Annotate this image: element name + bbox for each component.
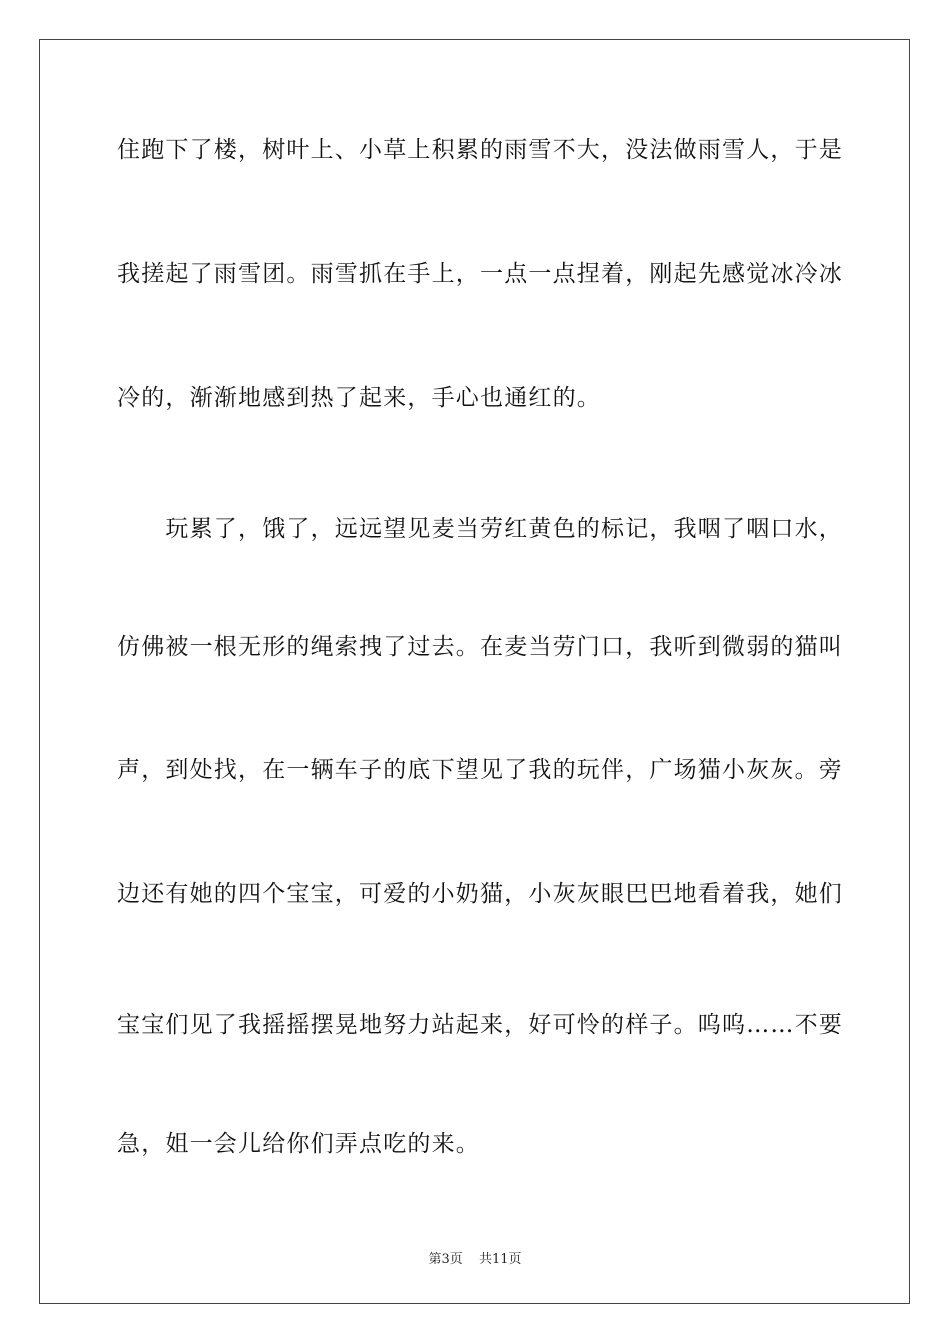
page-total: 共11页 <box>478 1252 522 1267</box>
text-line-8: 宝宝们见了我摇摇摆晃地努力站起来，好可怜的样子。呜呜……不要 <box>117 1012 843 1038</box>
text-line-2: 我搓起了雨雪团。雨雪抓在手上，一点一点捏着，刚起先感觉冰冷冰 <box>117 261 843 287</box>
text-line-6: 声，到处找，在一辆车子的底下望见了我的玩伴，广场猫小灰灰。旁 <box>117 757 843 783</box>
text-line-3: 冷的，渐渐地感到热了起来，手心也通红的。 <box>117 385 601 411</box>
text-line-9: 急，姐一会儿给你们弄点吃的来。 <box>117 1131 480 1157</box>
text-line-5: 仿佛被一根无形的绳索拽了过去。在麦当劳门口，我听到微弱的猫叫 <box>117 634 843 660</box>
text-line-7: 边还有她的四个宝宝，可爱的小奶猫，小灰灰眼巴巴地看着我，她们 <box>117 881 843 907</box>
text-line-1: 住跑下了楼，树叶上、小草上积累的雨雪不大，没法做雨雪人，于是 <box>117 137 843 163</box>
text-line-4: 玩累了，饿了，远远望见麦当劳红黄色的标记，我咽了咽口水， <box>117 516 843 542</box>
page-number: 第3页 <box>428 1252 463 1267</box>
page-footer <box>0 1248 950 1267</box>
page-border <box>39 39 910 1304</box>
